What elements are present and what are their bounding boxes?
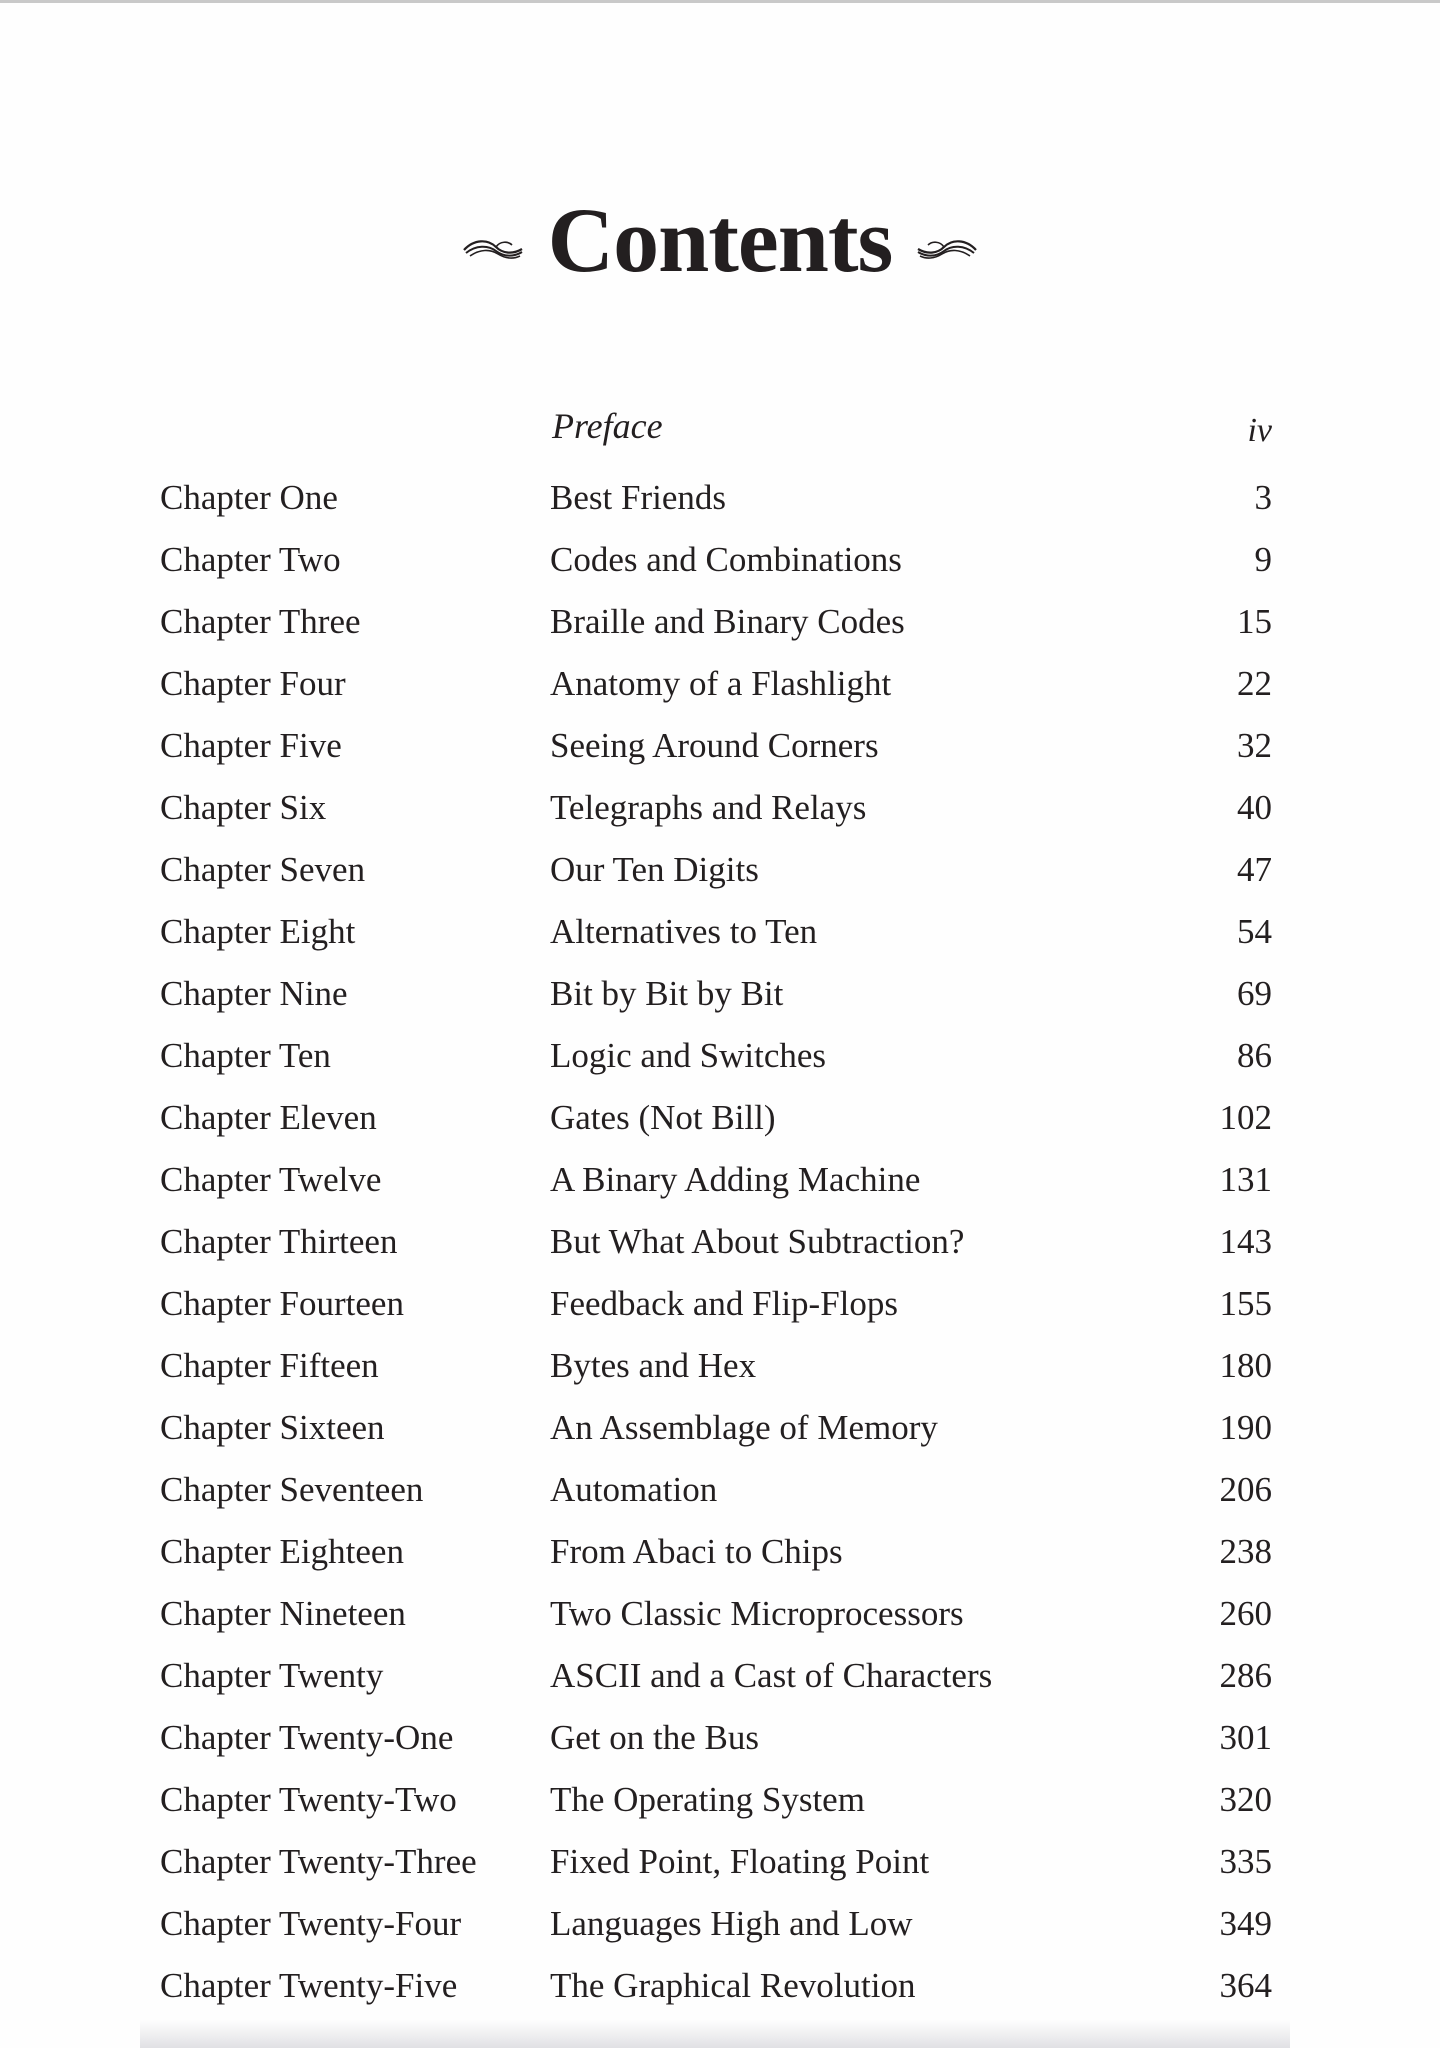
toc-entry[interactable] xyxy=(0,1278,1440,1330)
toc-entry[interactable] xyxy=(0,1092,1440,1144)
contents-heading-block xyxy=(0,180,1440,300)
preface-entry[interactable] xyxy=(0,400,1440,452)
toc-entry[interactable] xyxy=(0,534,1440,586)
chapter-title: But What About Subtraction? xyxy=(550,1222,965,1261)
chapter-page: 102 xyxy=(1219,1098,1272,1137)
chapter-page: 155 xyxy=(1219,1284,1272,1323)
toc-entry[interactable] xyxy=(0,1650,1440,1702)
chapter-title: Languages High and Low xyxy=(550,1904,913,1943)
toc-entry[interactable] xyxy=(0,906,1440,958)
chapter-page: 9 xyxy=(1254,540,1272,579)
chapter-number: Chapter Four xyxy=(160,664,346,703)
chapter-title: Braille and Binary Codes xyxy=(550,602,905,641)
toc-entry[interactable] xyxy=(0,1588,1440,1640)
chapter-title: A Binary Adding Machine xyxy=(550,1160,921,1199)
chapter-page: 47 xyxy=(1237,850,1272,889)
chapter-number: Chapter Ten xyxy=(160,1036,331,1075)
chapter-title: Alternatives to Ten xyxy=(550,912,818,951)
flourish-ornament-icon xyxy=(916,235,978,265)
chapter-page: 32 xyxy=(1237,726,1272,765)
chapter-number: Chapter Twenty-Two xyxy=(160,1780,457,1819)
chapter-page: 143 xyxy=(1219,1222,1272,1261)
chapter-page: 301 xyxy=(1219,1718,1272,1757)
chapter-title: The Graphical Revolution xyxy=(550,1966,916,2005)
toc-entry[interactable] xyxy=(0,658,1440,710)
chapter-number: Chapter One xyxy=(160,478,338,517)
chapter-number: Chapter Twenty-Three xyxy=(160,1842,477,1881)
chapter-title: Feedback and Flip-Flops xyxy=(550,1284,899,1323)
chapter-page: 190 xyxy=(1219,1408,1272,1447)
toc-entry[interactable] xyxy=(0,1216,1440,1268)
toc-entry[interactable] xyxy=(0,1154,1440,1206)
chapter-title: An Assemblage of Memory xyxy=(550,1408,938,1447)
page-title: Contents xyxy=(547,189,893,291)
chapter-number: Chapter Fourteen xyxy=(160,1284,404,1323)
chapter-title: Seeing Around Corners xyxy=(550,726,879,765)
chapter-page: 3 xyxy=(1254,478,1272,517)
chapter-title: Get on the Bus xyxy=(550,1718,760,1757)
chapter-number: Chapter Twenty-Four xyxy=(160,1904,462,1943)
chapter-title: Anatomy of a Flashlight xyxy=(550,664,892,703)
toc-entry[interactable] xyxy=(0,1898,1440,1950)
chapter-number: Chapter Seventeen xyxy=(160,1470,424,1509)
toc-entry[interactable] xyxy=(0,1402,1440,1454)
chapter-page: 238 xyxy=(1219,1532,1272,1571)
toc-entry[interactable] xyxy=(0,968,1440,1020)
chapter-page: 54 xyxy=(1237,912,1272,951)
show-through-shadow xyxy=(140,2020,1290,2048)
chapter-title: Bit by Bit by Bit xyxy=(550,974,784,1013)
chapter-page: 40 xyxy=(1237,788,1272,827)
chapter-number: Chapter Twenty-One xyxy=(160,1718,454,1757)
chapter-title: Telegraphs and Relays xyxy=(550,788,867,827)
toc-entry[interactable] xyxy=(0,1836,1440,1888)
chapter-page: 349 xyxy=(1219,1904,1272,1943)
chapter-page: 260 xyxy=(1219,1594,1272,1633)
chapter-page: 15 xyxy=(1237,602,1272,641)
chapter-page: 335 xyxy=(1219,1842,1272,1881)
chapter-number: Chapter Fifteen xyxy=(160,1346,379,1385)
preface-page: iv xyxy=(1247,412,1272,449)
chapter-page: 206 xyxy=(1219,1470,1272,1509)
toc-entry[interactable] xyxy=(0,1774,1440,1826)
toc-entry[interactable] xyxy=(0,1464,1440,1516)
chapter-number: Chapter Five xyxy=(160,726,342,765)
chapter-title: Fixed Point, Floating Point xyxy=(550,1842,930,1881)
chapter-number: Chapter Two xyxy=(160,540,341,579)
chapter-page: 22 xyxy=(1237,664,1272,703)
chapter-title: Two Classic Microprocessors xyxy=(550,1594,964,1633)
chapter-page: 131 xyxy=(1219,1160,1272,1199)
chapter-title: Bytes and Hex xyxy=(550,1346,757,1385)
chapter-number: Chapter Twenty xyxy=(160,1656,384,1695)
preface-title: Preface xyxy=(552,406,663,446)
toc-entry[interactable] xyxy=(0,1960,1440,2012)
chapter-title: The Operating System xyxy=(550,1780,865,1819)
chapter-number: Chapter Nine xyxy=(160,974,348,1013)
toc-entry[interactable] xyxy=(0,782,1440,834)
chapter-title: Our Ten Digits xyxy=(550,850,759,889)
chapter-title: ASCII and a Cast of Characters xyxy=(550,1656,993,1695)
chapter-title: Logic and Switches xyxy=(550,1036,827,1075)
toc-entry[interactable] xyxy=(0,1526,1440,1578)
toc-entry[interactable] xyxy=(0,1712,1440,1764)
chapter-number: Chapter Six xyxy=(160,788,327,827)
flourish-ornament-icon xyxy=(462,235,524,265)
chapter-title: Codes and Combinations xyxy=(550,540,902,579)
chapter-page: 69 xyxy=(1237,974,1272,1013)
chapter-title: From Abaci to Chips xyxy=(550,1532,843,1571)
page-top-edge xyxy=(0,0,1440,3)
chapter-number: Chapter Thirteen xyxy=(160,1222,398,1261)
chapter-page: 286 xyxy=(1219,1656,1272,1695)
toc-entry[interactable] xyxy=(0,720,1440,772)
chapter-title: Gates (Not Bill) xyxy=(550,1098,776,1137)
chapter-number: Chapter Sixteen xyxy=(160,1408,385,1447)
chapter-title: Best Friends xyxy=(550,478,726,517)
chapter-number: Chapter Seven xyxy=(160,850,366,889)
chapter-number: Chapter Twelve xyxy=(160,1160,382,1199)
chapter-page: 86 xyxy=(1237,1036,1272,1075)
chapter-number: Chapter Nineteen xyxy=(160,1594,406,1633)
toc-entry[interactable] xyxy=(0,472,1440,524)
chapter-number: Chapter Eleven xyxy=(160,1098,377,1137)
chapter-page: 364 xyxy=(1219,1966,1272,2005)
chapter-title: Automation xyxy=(550,1470,718,1509)
chapter-number: Chapter Three xyxy=(160,602,361,641)
chapter-page: 320 xyxy=(1219,1780,1272,1819)
chapter-number: Chapter Eighteen xyxy=(160,1532,404,1571)
toc-entry[interactable] xyxy=(0,1340,1440,1392)
chapter-page: 180 xyxy=(1219,1346,1272,1385)
toc-entry[interactable] xyxy=(0,596,1440,648)
chapter-number: Chapter Eight xyxy=(160,912,356,951)
toc-entry[interactable] xyxy=(0,1030,1440,1082)
chapter-number: Chapter Twenty-Five xyxy=(160,1966,458,2005)
toc-entry[interactable] xyxy=(0,844,1440,896)
